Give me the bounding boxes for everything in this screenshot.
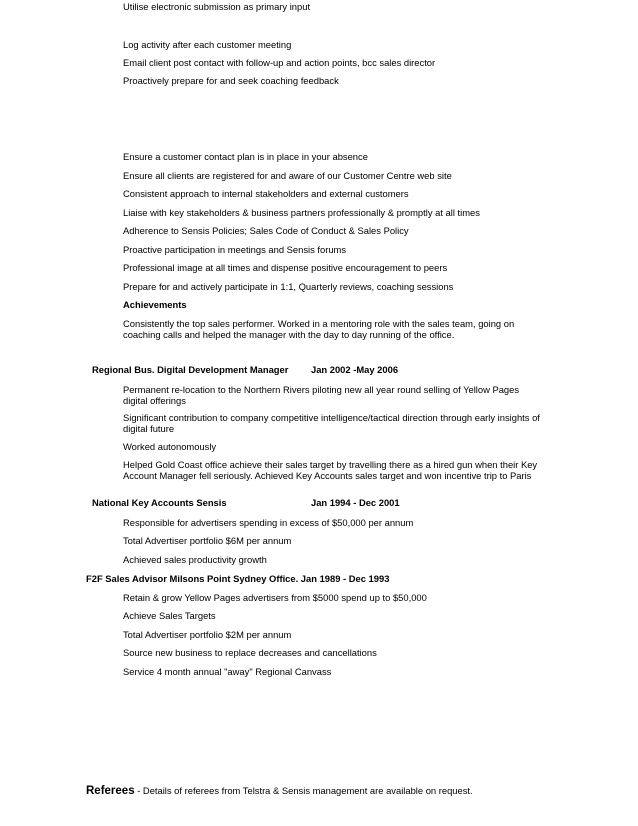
duty-item: Ensure a customer contact plan is in place in your absence xyxy=(123,151,368,162)
duty-item: Proactively prepare for and seek coaching feedback xyxy=(123,75,339,86)
job-item: Retain & grow Yellow Pages advertisers from $5000 spend up to $50,000 xyxy=(123,592,427,603)
job-item: Total Advertiser portfolio $2M per annum xyxy=(123,629,292,640)
job-item: Significant contribution to company competitive intelligence/tactical direction through early insights of digital future xyxy=(123,412,540,434)
job-item: Source new business to replace decreases and cancellations xyxy=(123,647,377,658)
job-item: Achieve Sales Targets xyxy=(123,610,216,621)
referees-title: Referees xyxy=(86,785,135,797)
job-title: F2F Sales Advisor Milsons Point Sydney Office. Jan 1989 - Dec 1993 xyxy=(86,573,390,584)
job-item: Helped Gold Coast office achieve their sales target by travelling there as a hired gun when their Key Account Manager fell seriously. Achieved Key Accounts sales target and won incentive trip to Paris xyxy=(123,459,538,481)
job-title: National Key Accounts Sensis xyxy=(92,497,227,508)
duty-item: Log activity after each customer meeting xyxy=(123,39,292,50)
job-item: Total Advertiser portfolio $6M per annum xyxy=(123,535,292,546)
job-item: Service 4 month annual "away" Regional Canvass xyxy=(123,666,332,677)
job-item: Achieved sales productivity growth xyxy=(123,554,267,565)
referees-text: - Details of referees from Telstra & Sensis management are available on request. xyxy=(134,785,473,796)
duty-item: Utilise electronic submission as primary input xyxy=(123,1,311,12)
duty-item: Prepare for and actively participate in 1:1, Quarterly reviews, coaching sessions xyxy=(123,281,454,292)
duty-item: Proactive participation in meetings and Sensis forums xyxy=(123,244,347,255)
duty-item: Ensure all clients are registered for and aware of our Customer Centre web site xyxy=(123,170,452,181)
job-item: Responsible for advertisers spending in excess of $50,000 per annum xyxy=(123,517,414,528)
job-item: Permanent re-location to the Northern Rivers piloting new all year round selling of Yellow Pages digital offerings xyxy=(123,384,520,406)
job-dates: Jan 1994 - Dec 2001 xyxy=(311,497,400,508)
achievements-text: Consistently the top sales performer. Worked in a mentoring role with the sales team, going on coaching calls and helped the manager with the day to day running of the office. xyxy=(123,318,515,340)
duty-item: Professional image at all times and dispense positive encouragement to peers xyxy=(123,262,448,273)
duty-item: Email client post contact with follow-up and action points, bcc sales director xyxy=(123,57,436,68)
job-item: Worked autonomously xyxy=(123,441,217,452)
duty-item: Liaise with key stakeholders & business partners professionally & promptly at all times xyxy=(123,207,480,218)
achievements-heading: Achievements xyxy=(123,299,187,310)
duty-item: Consistent approach to internal stakeholders and external customers xyxy=(123,188,409,199)
job-title: Regional Bus. Digital Development Manager xyxy=(92,364,289,375)
referees-line xyxy=(86,781,473,799)
duty-item: Adherence to Sensis Policies; Sales Code of Conduct & Sales Policy xyxy=(123,225,409,236)
job-dates: Jan 2002 -May 2006 xyxy=(311,364,399,375)
